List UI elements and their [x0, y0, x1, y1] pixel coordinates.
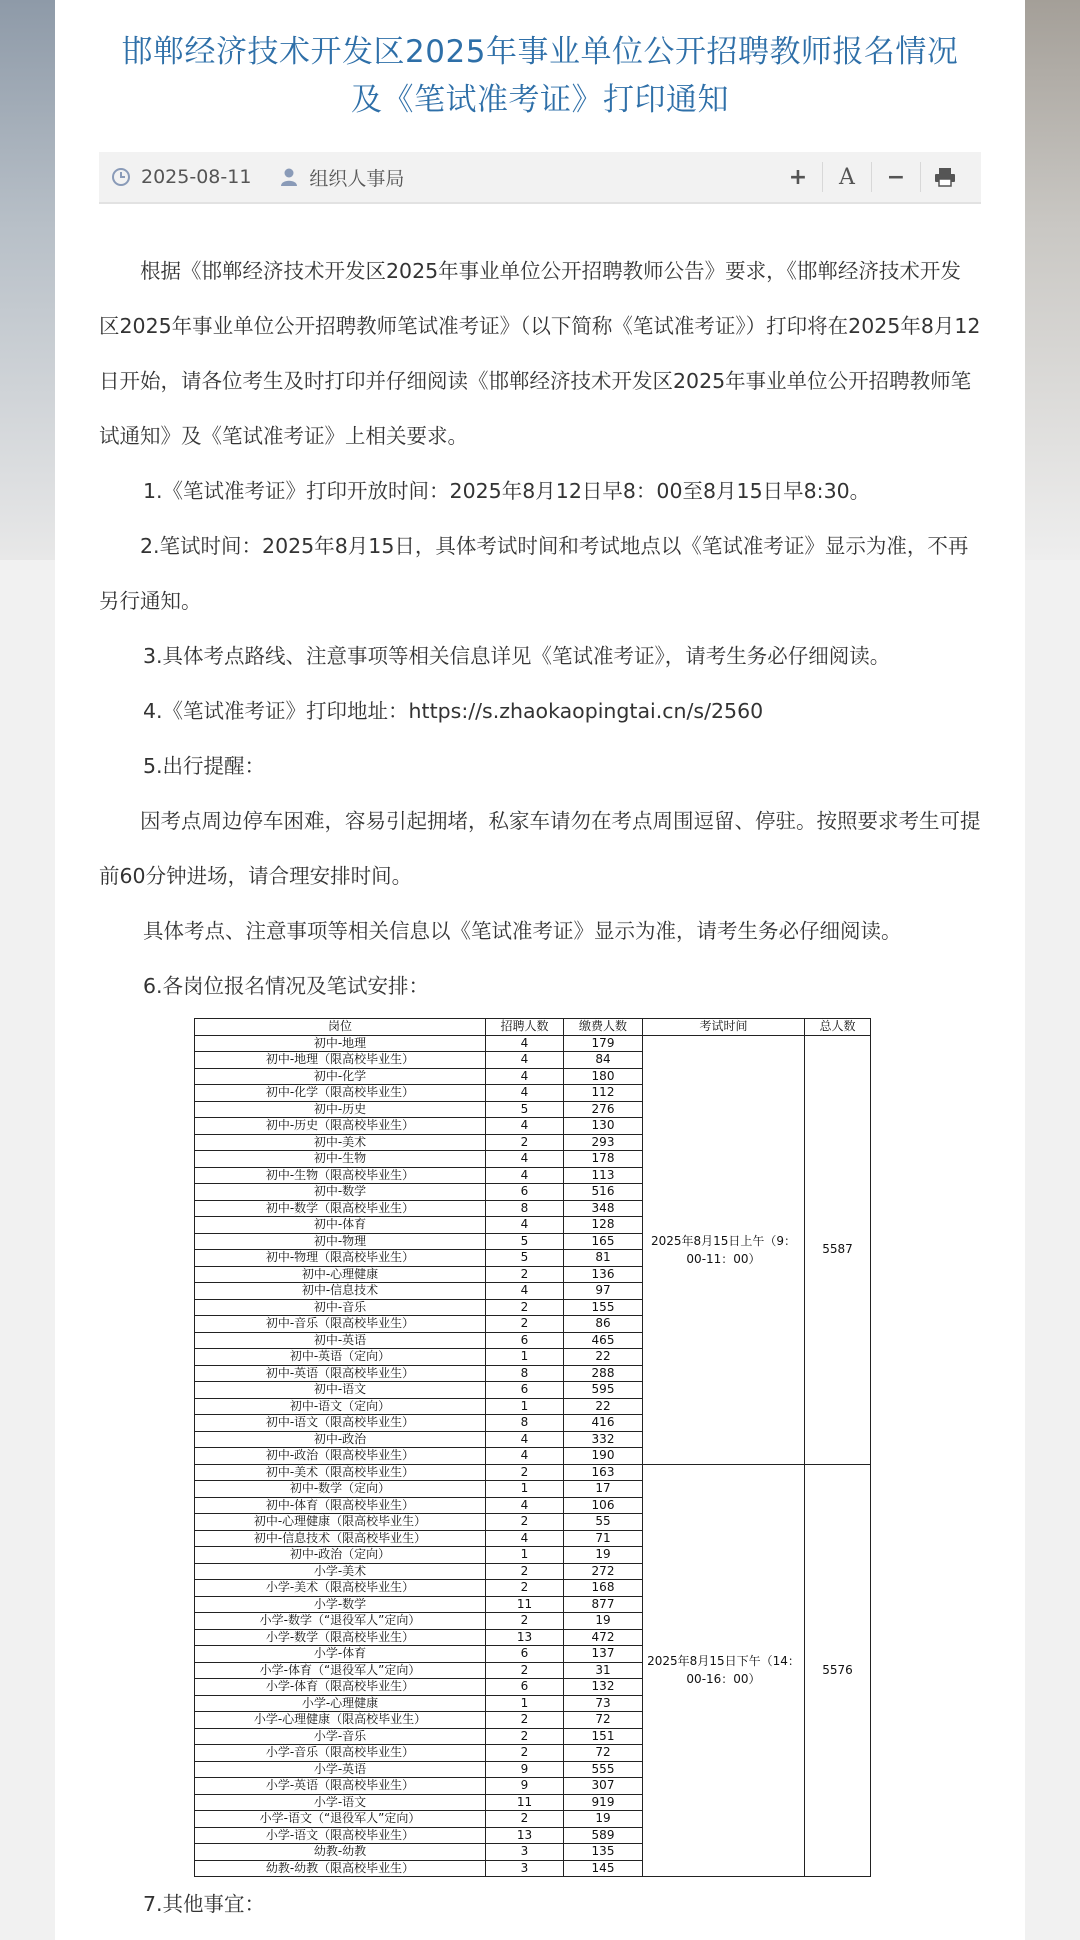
cell-position: 初中-政治 — [195, 1431, 486, 1448]
cell-recruit-count: 6 — [486, 1382, 564, 1399]
cell-paid-count: 155 — [564, 1299, 643, 1316]
item-5a: 因考点周边停车困难，容易引起拥堵，私家车请勿在考点周围逗留、停驻。按照要求考生可提前60分钟进场，请合理安排时间。 — [99, 809, 981, 888]
paragraph-intro: 根据《邯郸经济技术开发区2025年事业单位公开招聘教师公告》要求，《邯郸经济技术开发区2025年事业单位公开招聘教师笔试准考证》（以下简称《笔试准考证》）打印将在2025年8月12日开始，请各位考生及时打印并仔细阅读《邯郸经济技术开发区2025年事业单位公开招聘教师笔试通知》及《笔试准考证》上相关要求。 — [99, 259, 981, 448]
cell-recruit-count: 4 — [486, 1151, 564, 1168]
cell-position: 小学-心理健康（限高校毕业生） — [195, 1712, 486, 1729]
cell-position: 初中-物理 — [195, 1233, 486, 1250]
cell-position: 初中-数学 — [195, 1184, 486, 1201]
cell-paid-count: 19 — [564, 1811, 643, 1828]
cell-paid-count: 31 — [564, 1662, 643, 1679]
item-5b: 具体考点、注意事项等相关信息以《笔试准考证》显示为准，请考生务必仔细阅读。 — [143, 919, 902, 943]
cell-recruit-count: 4 — [486, 1052, 564, 1069]
cell-recruit-count: 8 — [486, 1365, 564, 1382]
cell-recruit-count: 1 — [486, 1695, 564, 1712]
title-line-2: 及《笔试准考证》打印通知 — [351, 82, 729, 118]
cell-paid-count: 22 — [564, 1349, 643, 1366]
cell-position: 小学-音乐 — [195, 1728, 486, 1745]
positions-table — [194, 1018, 871, 1877]
cell-position: 初中-体育 — [195, 1217, 486, 1234]
cell-paid-count: 595 — [564, 1382, 643, 1399]
cell-position: 小学-数学（限高校毕业生） — [195, 1629, 486, 1646]
item-4: 4.《笔试准考证》打印地址：https://s.zhaokaopingtai.cn/s/2560 — [143, 699, 764, 723]
cell-recruit-count: 6 — [486, 1332, 564, 1349]
cell-position: 初中-音乐 — [195, 1299, 486, 1316]
cell-paid-count: 919 — [564, 1794, 643, 1811]
cell-paid-count: 465 — [564, 1332, 643, 1349]
header-paid-count: 缴费人数 — [564, 1019, 643, 1036]
cell-recruit-count: 11 — [486, 1794, 564, 1811]
article-body — [99, 244, 981, 1932]
cell-position: 初中-心理健康 — [195, 1266, 486, 1283]
cell-total: 5576 — [805, 1464, 871, 1877]
title-line-1: 邯郸经济技术开发区2025年事业单位公开招聘教师报名情况 — [121, 34, 959, 70]
cell-recruit-count: 2 — [486, 1316, 564, 1333]
cell-position: 小学-语文（限高校毕业生） — [195, 1827, 486, 1844]
cell-recruit-count: 9 — [486, 1778, 564, 1795]
cell-paid-count: 84 — [564, 1052, 643, 1069]
cell-paid-count: 113 — [564, 1167, 643, 1184]
table-row — [195, 1035, 871, 1052]
cell-recruit-count: 4 — [486, 1085, 564, 1102]
background-left — [0, 0, 60, 560]
article-title — [99, 28, 981, 124]
cell-recruit-count: 4 — [486, 1217, 564, 1234]
print-button[interactable] — [920, 162, 969, 192]
cell-recruit-count: 2 — [486, 1811, 564, 1828]
table-header-row — [195, 1019, 871, 1036]
cell-position: 幼教-幼教（限高校毕业生） — [195, 1860, 486, 1877]
cell-paid-count: 17 — [564, 1481, 643, 1498]
cell-paid-count: 589 — [564, 1827, 643, 1844]
cell-position: 小学-英语（限高校毕业生） — [195, 1778, 486, 1795]
publish-date-text: 2025-08-11 — [141, 166, 252, 188]
cell-paid-count: 472 — [564, 1629, 643, 1646]
cell-recruit-count: 2 — [486, 1712, 564, 1729]
cell-paid-count: 332 — [564, 1431, 643, 1448]
cell-paid-count: 135 — [564, 1844, 643, 1861]
cell-position: 初中-地理（限高校毕业生） — [195, 1052, 486, 1069]
publish-date — [111, 166, 251, 188]
cell-position: 小学-英语 — [195, 1761, 486, 1778]
cell-paid-count: 348 — [564, 1200, 643, 1217]
cell-paid-count: 190 — [564, 1448, 643, 1465]
zoom-in-button[interactable]: + — [788, 164, 808, 190]
cell-recruit-count: 5 — [486, 1250, 564, 1267]
cell-position: 初中-音乐（限高校毕业生） — [195, 1316, 486, 1333]
cell-paid-count: 179 — [564, 1035, 643, 1052]
cell-paid-count: 416 — [564, 1415, 643, 1432]
article-meta-bar — [99, 152, 981, 204]
cell-position: 初中-数学（限高校毕业生） — [195, 1200, 486, 1217]
cell-paid-count: 22 — [564, 1398, 643, 1415]
cell-position: 初中-语文（限高校毕业生） — [195, 1415, 486, 1432]
cell-paid-count: 132 — [564, 1679, 643, 1696]
cell-recruit-count: 4 — [486, 1167, 564, 1184]
cell-recruit-count: 2 — [486, 1299, 564, 1316]
cell-position: 初中-化学（限高校毕业生） — [195, 1085, 486, 1102]
cell-recruit-count: 1 — [486, 1398, 564, 1415]
clock-icon — [111, 167, 131, 187]
cell-recruit-count: 4 — [486, 1118, 564, 1135]
cell-paid-count: 86 — [564, 1316, 643, 1333]
cell-recruit-count: 2 — [486, 1464, 564, 1481]
cell-recruit-count: 4 — [486, 1068, 564, 1085]
cell-paid-count: 151 — [564, 1728, 643, 1745]
cell-paid-count: 877 — [564, 1596, 643, 1613]
cell-paid-count: 180 — [564, 1068, 643, 1085]
cell-recruit-count: 5 — [486, 1233, 564, 1250]
cell-paid-count: 81 — [564, 1250, 643, 1267]
cell-paid-count: 168 — [564, 1580, 643, 1597]
cell-paid-count: 136 — [564, 1266, 643, 1283]
cell-position: 小学-美术 — [195, 1563, 486, 1580]
cell-position: 初中-政治（定向） — [195, 1547, 486, 1564]
author — [279, 164, 404, 191]
cell-position: 初中-美术 — [195, 1134, 486, 1151]
cell-exam-time: 2025年8月15日上午（9：00-11：00） — [643, 1035, 805, 1464]
cell-recruit-count: 2 — [486, 1728, 564, 1745]
cell-position: 初中-语文 — [195, 1382, 486, 1399]
font-size-button[interactable]: A — [822, 162, 871, 192]
cell-recruit-count: 6 — [486, 1646, 564, 1663]
cell-position: 初中-历史 — [195, 1101, 486, 1118]
cell-position: 初中-美术（限高校毕业生） — [195, 1464, 486, 1481]
cell-recruit-count: 2 — [486, 1580, 564, 1597]
cell-paid-count: 272 — [564, 1563, 643, 1580]
cell-position: 小学-数学（“退役军人”定向） — [195, 1613, 486, 1630]
cell-position: 初中-语文（定向） — [195, 1398, 486, 1415]
article-page — [55, 0, 1025, 1940]
cell-recruit-count: 2 — [486, 1662, 564, 1679]
cell-position: 初中-物理（限高校毕业生） — [195, 1250, 486, 1267]
cell-position: 小学-心理健康 — [195, 1695, 486, 1712]
cell-paid-count: 163 — [564, 1464, 643, 1481]
cell-position: 初中-数学（定向） — [195, 1481, 486, 1498]
cell-recruit-count: 9 — [486, 1761, 564, 1778]
item-6: 6.各岗位报名情况及笔试安排： — [143, 974, 430, 998]
cell-recruit-count: 1 — [486, 1547, 564, 1564]
item-1: 1.《笔试准考证》打印开放时间：2025年8月12日早8：00至8月15日早8:30。 — [143, 479, 871, 503]
cell-paid-count: 71 — [564, 1530, 643, 1547]
cell-paid-count: 288 — [564, 1365, 643, 1382]
cell-recruit-count: 6 — [486, 1184, 564, 1201]
cell-recruit-count: 13 — [486, 1629, 564, 1646]
cell-recruit-count: 2 — [486, 1266, 564, 1283]
item-5: 5.出行提醒： — [143, 754, 266, 778]
article-tools — [774, 162, 969, 192]
cell-paid-count: 178 — [564, 1151, 643, 1168]
cell-recruit-count: 3 — [486, 1844, 564, 1861]
item-7: 7.其他事宜： — [143, 1892, 266, 1916]
cell-position: 小学-音乐（限高校毕业生） — [195, 1745, 486, 1762]
cell-recruit-count: 8 — [486, 1415, 564, 1432]
cell-recruit-count: 2 — [486, 1613, 564, 1630]
cell-paid-count: 130 — [564, 1118, 643, 1135]
cell-recruit-count: 5 — [486, 1101, 564, 1118]
author-text: 组织人事局 — [309, 167, 405, 190]
header-exam-time: 考试时间 — [643, 1019, 805, 1036]
cell-position: 小学-体育 — [195, 1646, 486, 1663]
cell-position: 初中-化学 — [195, 1068, 486, 1085]
cell-recruit-count: 2 — [486, 1514, 564, 1531]
cell-position: 初中-英语（定向） — [195, 1349, 486, 1366]
cell-paid-count: 137 — [564, 1646, 643, 1663]
cell-recruit-count: 4 — [486, 1283, 564, 1300]
cell-paid-count: 165 — [564, 1233, 643, 1250]
cell-paid-count: 73 — [564, 1695, 643, 1712]
cell-position: 初中-历史（限高校毕业生） — [195, 1118, 486, 1135]
cell-recruit-count: 6 — [486, 1679, 564, 1696]
cell-position: 初中-生物 — [195, 1151, 486, 1168]
cell-paid-count: 72 — [564, 1745, 643, 1762]
cell-recruit-count: 11 — [486, 1596, 564, 1613]
cell-paid-count: 145 — [564, 1860, 643, 1877]
cell-recruit-count: 4 — [486, 1448, 564, 1465]
cell-recruit-count: 13 — [486, 1827, 564, 1844]
cell-paid-count: 19 — [564, 1613, 643, 1630]
cell-recruit-count: 4 — [486, 1035, 564, 1052]
header-recruit-count: 招聘人数 — [486, 1019, 564, 1036]
cell-paid-count: 106 — [564, 1497, 643, 1514]
cell-position: 小学-美术（限高校毕业生） — [195, 1580, 486, 1597]
cell-exam-time: 2025年8月15日下午（14：00-16：00） — [643, 1464, 805, 1877]
zoom-out-button[interactable]: − — [871, 162, 920, 192]
cell-paid-count: 128 — [564, 1217, 643, 1234]
user-icon — [279, 167, 299, 187]
cell-recruit-count: 2 — [486, 1745, 564, 1762]
cell-recruit-count: 8 — [486, 1200, 564, 1217]
item-3: 3.具体考点路线、注意事项等相关信息详见《笔试准考证》，请考生务必仔细阅读。 — [143, 644, 891, 668]
header-position: 岗位 — [195, 1019, 486, 1036]
cell-paid-count: 276 — [564, 1101, 643, 1118]
cell-recruit-count: 3 — [486, 1860, 564, 1877]
cell-position: 小学-语文（“退役军人”定向） — [195, 1811, 486, 1828]
cell-position: 初中-政治（限高校毕业生） — [195, 1448, 486, 1465]
cell-recruit-count: 2 — [486, 1563, 564, 1580]
header-total: 总人数 — [805, 1019, 871, 1036]
item-2: 2.笔试时间：2025年8月15日，具体考试时间和考试地点以《笔试准考证》显示为准，不再另行通知。 — [99, 534, 969, 613]
cell-paid-count: 112 — [564, 1085, 643, 1102]
cell-position: 初中-信息技术 — [195, 1283, 486, 1300]
print-icon — [934, 167, 956, 187]
cell-recruit-count: 4 — [486, 1530, 564, 1547]
cell-position: 初中-地理 — [195, 1035, 486, 1052]
cell-paid-count: 72 — [564, 1712, 643, 1729]
cell-paid-count: 19 — [564, 1547, 643, 1564]
cell-position: 小学-语文 — [195, 1794, 486, 1811]
cell-position: 小学-体育（“退役军人”定向） — [195, 1662, 486, 1679]
cell-recruit-count: 1 — [486, 1349, 564, 1366]
table-row — [195, 1464, 871, 1481]
cell-position: 小学-数学 — [195, 1596, 486, 1613]
cell-recruit-count: 4 — [486, 1431, 564, 1448]
cell-position: 初中-体育（限高校毕业生） — [195, 1497, 486, 1514]
cell-paid-count: 516 — [564, 1184, 643, 1201]
cell-paid-count: 97 — [564, 1283, 643, 1300]
cell-position: 初中-英语（限高校毕业生） — [195, 1365, 486, 1382]
cell-recruit-count: 2 — [486, 1134, 564, 1151]
cell-paid-count: 307 — [564, 1778, 643, 1795]
background-right — [1020, 0, 1080, 560]
cell-position: 初中-生物（限高校毕业生） — [195, 1167, 486, 1184]
cell-position: 小学-体育（限高校毕业生） — [195, 1679, 486, 1696]
cell-recruit-count: 1 — [486, 1481, 564, 1498]
cell-position: 初中-心理健康（限高校毕业生） — [195, 1514, 486, 1531]
cell-position: 初中-英语 — [195, 1332, 486, 1349]
cell-recruit-count: 4 — [486, 1497, 564, 1514]
cell-position: 幼教-幼教 — [195, 1844, 486, 1861]
cell-paid-count: 555 — [564, 1761, 643, 1778]
cell-paid-count: 55 — [564, 1514, 643, 1531]
cell-paid-count: 293 — [564, 1134, 643, 1151]
cell-position: 初中-信息技术（限高校毕业生） — [195, 1530, 486, 1547]
cell-total: 5587 — [805, 1035, 871, 1464]
